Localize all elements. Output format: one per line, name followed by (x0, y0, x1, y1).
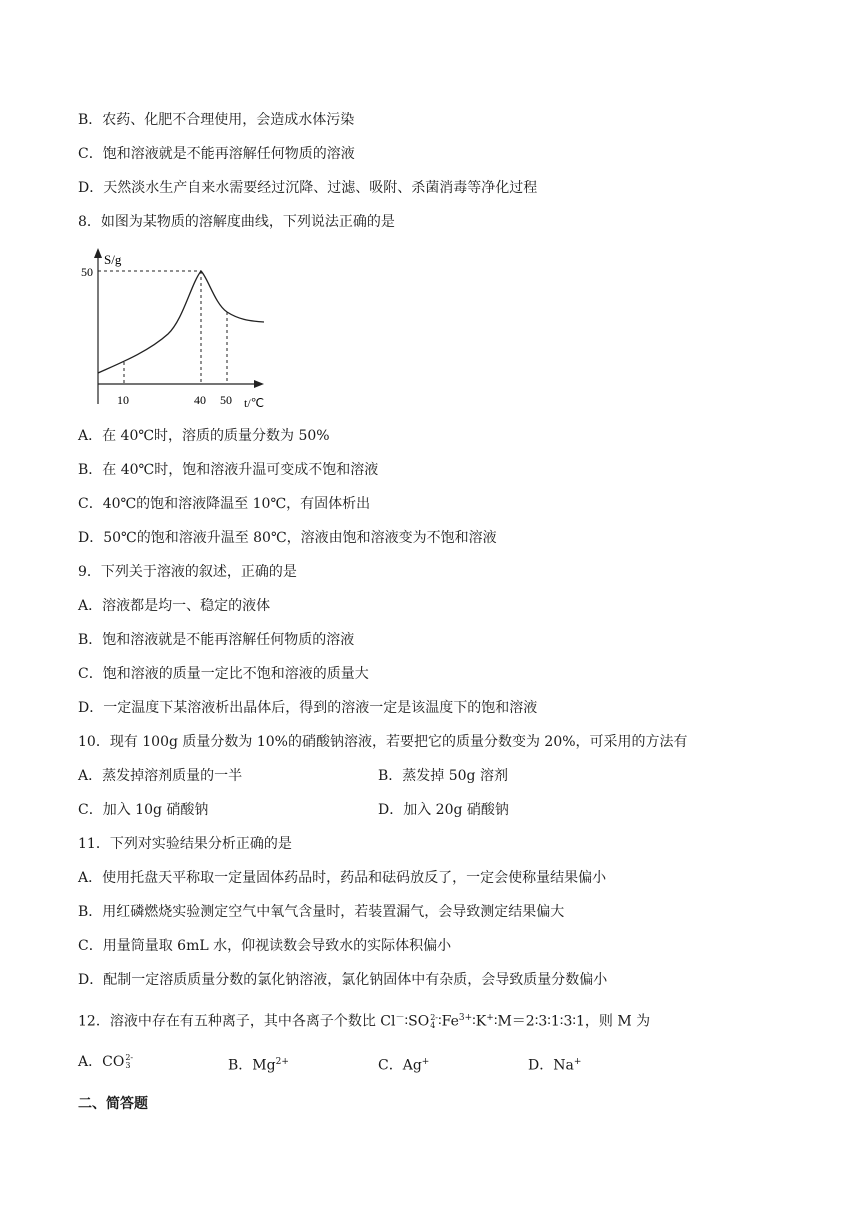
q10-option-c: C．加入 10g 硝酸钠 (78, 802, 209, 818)
q11-option-d: D．配制一定溶质质量分数的氯化钠溶液，氯化钠固体中有杂质，会导致质量分数偏小 (78, 972, 608, 988)
q7-option-c: C．饱和溶液就是不能再溶解任何物质的溶液 (78, 146, 355, 162)
x-axis-label: t/℃ (244, 396, 265, 410)
q7-option-d: D．天然淡水生产自来水需要经过沉降、过滤、吸附、杀菌消毒等净化过程 (78, 180, 538, 196)
q9-option-d: D．一定温度下某溶液析出晶体后，得到的溶液一定是该温度下的饱和溶液 (78, 700, 538, 716)
x-tick-40: 40 (194, 393, 206, 407)
q12-option-c: C．Ag+ (378, 1057, 430, 1074)
q11-option-c: C．用量筒量取 6mL 水，仰视读数会导致水的实际体积偏小 (78, 938, 452, 954)
q8-option-b: B．在 40℃时，饱和溶液升温可变成不饱和溶液 (78, 462, 379, 478)
q10-stem: 10．现有 100g 质量分数为 10%的硝酸钠溶液，若要把它的质量分数变为 20%，可采用的方法有 (78, 734, 688, 750)
q10-option-a: A．蒸发掉溶剂质量的一半 (78, 768, 243, 784)
solubility-curve (98, 271, 264, 373)
q8-option-a: A．在 40℃时，溶质的质量分数为 50% (78, 428, 330, 444)
q8-option-d: D．50℃的饱和溶液升温至 80℃，溶液由饱和溶液变为不饱和溶液 (78, 530, 497, 546)
q11-stem: 11．下列对实验结果分析正确的是 (78, 836, 292, 852)
x-tick-10: 10 (117, 393, 129, 407)
q12-stem-start: 12．溶液中存在有五种离子，其中各离子个数比 Cl (78, 1013, 396, 1030)
section-2-title: 二、简答题 (78, 1096, 148, 1112)
y-axis-arrow (94, 248, 102, 258)
q7-option-b: B．农药、化肥不合理使用，会造成水体污染 (78, 112, 355, 128)
q12-stem: 12．溶液中存在有五种离子，其中各离子个数比 Cl－∶SO 2- 4 $∶Fe^{3+}∶K^+∶M=2∶3∶1∶3∶1$，则 M 为 (78, 1012, 651, 1030)
q9-option-b: B．饱和溶液就是不能再溶解任何物质的溶液 (78, 632, 355, 648)
q10-option-d: D．加入 20g 硝酸钠 (378, 802, 509, 818)
q11-option-a: A．使用托盘天平称取一定量固体药品时，药品和砝码放反了，一定会使称量结果偏小 (78, 870, 607, 886)
y-axis-label: S/g (104, 252, 122, 267)
q12-option-b: B．$Mg^{2+}$ (228, 1057, 289, 1074)
solubility-chart (78, 244, 278, 414)
q11-option-b: B．用红磷燃烧实验测定空气中氧气含量时，若装置漏气，会导致测定结果偏大 (78, 904, 565, 920)
y-tick-50: 50 (81, 265, 93, 279)
q9-stem: 9．下列关于溶液的叙述，正确的是 (78, 564, 297, 580)
q12-option-a: A．CO 2- 3 (78, 1053, 134, 1070)
q8-stem: 8．如图为某物质的溶解度曲线，下列说法正确的是 (78, 214, 395, 230)
q9-option-c: C．饱和溶液的质量一定比不饱和溶液的质量大 (78, 666, 369, 682)
x-axis-arrow (254, 380, 264, 388)
x-tick-50: 50 (220, 393, 232, 407)
q8-option-c: C．40℃的饱和溶液降温至 10℃，有固体析出 (78, 496, 371, 512)
q12-option-d: D．Na+ (528, 1057, 582, 1074)
q10-option-b: B．蒸发掉 50g 溶剂 (378, 768, 508, 784)
q9-option-a: A．溶液都是均一、稳定的液体 (78, 598, 271, 614)
q12-stem-end: ＝2∶3∶1∶3∶1，则 M 为 (511, 1013, 651, 1030)
